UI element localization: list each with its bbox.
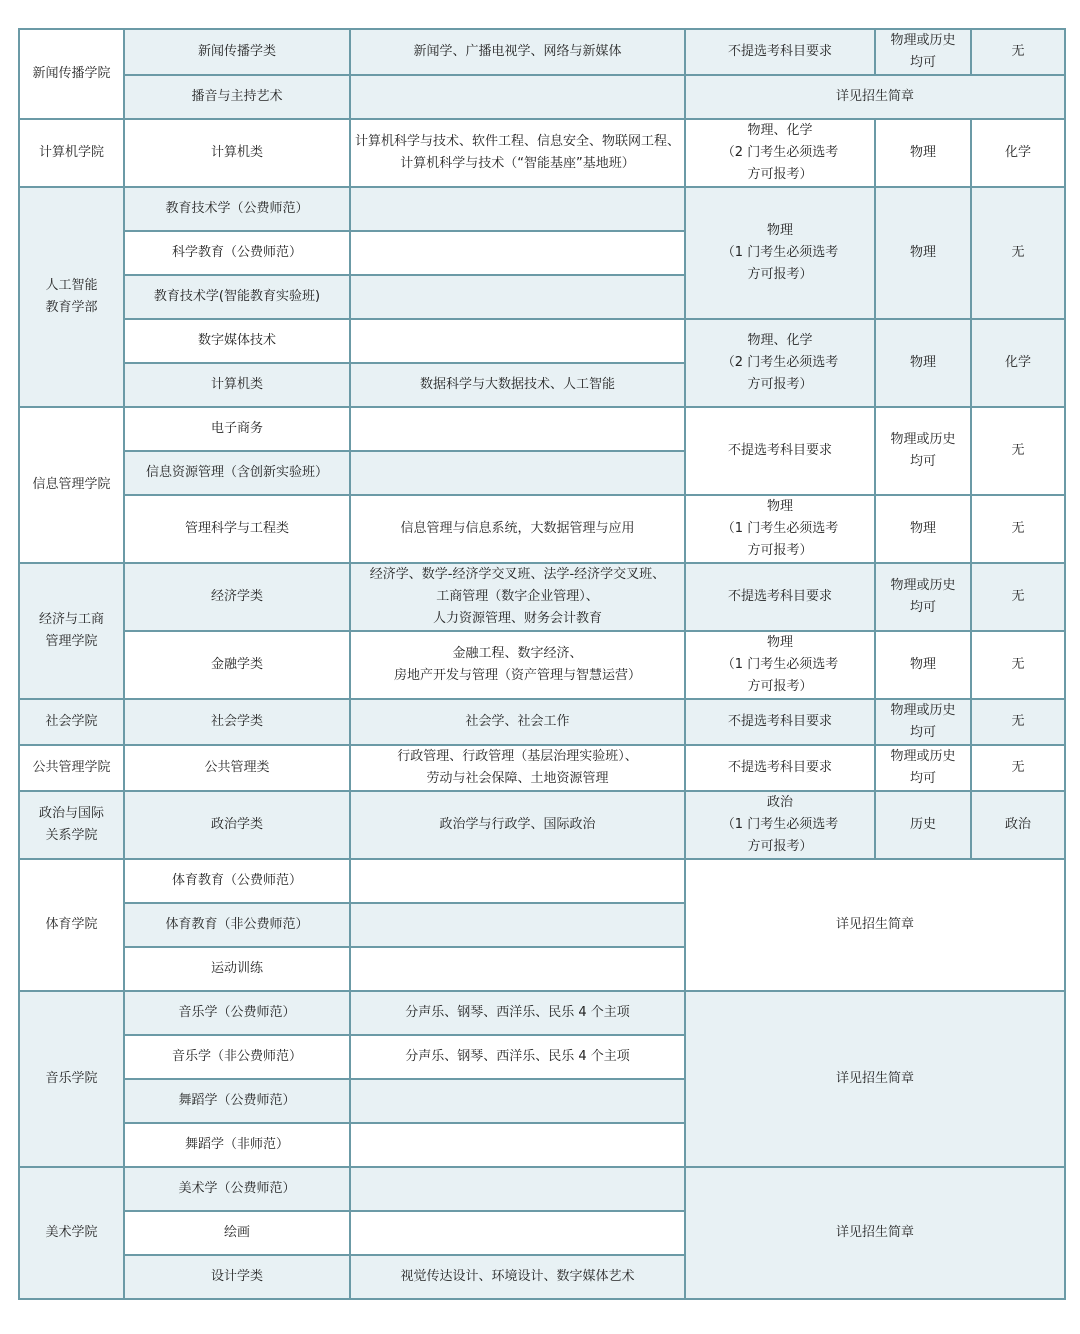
cell-text-line: 经济学类 xyxy=(210,589,263,604)
first-subject-cell xyxy=(875,187,971,319)
cell-text-line: 社会学类 xyxy=(210,714,263,729)
cell-text-line: 物理 xyxy=(766,635,793,650)
directions-cell xyxy=(350,231,685,275)
admission-table xyxy=(18,28,1066,1300)
major-cell xyxy=(124,363,350,407)
major-cell xyxy=(124,1211,350,1255)
first-subject-cell xyxy=(875,699,971,745)
college-cell xyxy=(19,407,124,563)
major-cell xyxy=(124,745,350,791)
subject-requirement-cell xyxy=(685,745,875,791)
cell-text-line: 均可 xyxy=(909,454,936,469)
cell-text-line: 物理 xyxy=(766,223,793,238)
major-cell xyxy=(124,947,350,991)
cell-text-line: 方可报考） xyxy=(747,167,813,182)
directions-cell xyxy=(350,1167,685,1211)
cell-text-line: 政治 xyxy=(1004,817,1031,832)
cell-text-line: 不提选考科目要求 xyxy=(727,589,832,604)
table-row xyxy=(19,563,1065,631)
directions-cell xyxy=(350,859,685,903)
directions-cell xyxy=(350,991,685,1035)
directions-cell xyxy=(350,275,685,319)
first-subject-cell xyxy=(875,29,971,75)
cell-text-line: 物理或历史 xyxy=(890,33,956,48)
cell-text-line: 分声乐、钢琴、西洋乐、民乐 4 个主项 xyxy=(405,1005,630,1020)
cell-text-line: 物理 xyxy=(909,355,936,370)
cell-text-line: 无 xyxy=(1011,714,1025,729)
directions-cell xyxy=(350,119,685,187)
cell-text-line: 教育技术学(智能教育实验班) xyxy=(153,289,321,304)
cell-text-line: 计算机类 xyxy=(210,145,263,160)
second-subject-cell xyxy=(971,699,1065,745)
subject-requirement-cell xyxy=(685,407,875,495)
cell-text-line: 无 xyxy=(1011,760,1025,775)
college-cell xyxy=(19,29,124,119)
major-cell xyxy=(124,451,350,495)
cell-text-line: 政治学与行政学、国际政治 xyxy=(439,817,596,832)
cell-text-line: 无 xyxy=(1011,245,1025,260)
major-cell xyxy=(124,319,350,363)
cell-text-line: 详见招生简章 xyxy=(835,1071,914,1086)
directions-cell xyxy=(350,29,685,75)
cell-text-line: 无 xyxy=(1011,521,1025,536)
table-row xyxy=(19,699,1065,745)
directions-cell xyxy=(350,1123,685,1167)
cell-text-line: 详见招生简章 xyxy=(835,1225,914,1240)
cell-text-line: 无 xyxy=(1011,589,1025,604)
major-cell xyxy=(124,407,350,451)
second-subject-cell xyxy=(971,631,1065,699)
cell-text-line: 物理或历史 xyxy=(890,578,956,593)
cell-text-line: 运动训练 xyxy=(210,961,263,976)
major-cell xyxy=(124,791,350,859)
cell-text-line: 新闻传播学类 xyxy=(197,44,276,59)
table-row xyxy=(19,187,1065,231)
directions-cell xyxy=(350,319,685,363)
cell-text-line: 物理、化学 xyxy=(747,333,813,348)
cell-text-line: 人工智能 xyxy=(45,278,98,293)
cell-text-line: 计算机类 xyxy=(210,377,263,392)
cell-text-line: （1 门考生必须选考 xyxy=(721,521,839,536)
directions-cell xyxy=(350,1211,685,1255)
cell-text-line: 不提选考科目要求 xyxy=(727,760,832,775)
table-row xyxy=(19,859,1065,903)
subject-requirement-cell xyxy=(685,495,875,563)
cell-text-line: 无 xyxy=(1011,443,1025,458)
first-subject-cell xyxy=(875,495,971,563)
table-row xyxy=(19,631,1065,699)
major-cell xyxy=(124,231,350,275)
cell-text-line: 物理或历史 xyxy=(890,749,956,764)
cell-text-line: 体育学院 xyxy=(45,917,98,932)
cell-text-line: 政治 xyxy=(766,795,793,810)
cell-text-line: 物理 xyxy=(909,521,936,536)
cell-text-line: 数据科学与大数据技术、人工智能 xyxy=(419,377,615,392)
cell-text-line: 公共管理学院 xyxy=(32,760,111,775)
cell-text-line: 音乐学（非公费师范） xyxy=(171,1049,302,1064)
subject-requirement-cell xyxy=(685,859,1065,991)
subject-requirement-cell xyxy=(685,699,875,745)
second-subject-cell xyxy=(971,187,1065,319)
cell-text-line: 均可 xyxy=(909,55,936,70)
cell-text-line: 工商管理（数字企业管理）、 xyxy=(436,589,599,604)
cell-text-line: 不提选考科目要求 xyxy=(727,714,832,729)
cell-text-line: 化学 xyxy=(1004,355,1031,370)
table-row xyxy=(19,1167,1065,1211)
cell-text-line: 方可报考） xyxy=(747,377,813,392)
college-cell xyxy=(19,563,124,699)
major-cell xyxy=(124,631,350,699)
cell-text-line: 新闻传播学院 xyxy=(32,66,111,81)
cell-text-line: 计算机学院 xyxy=(38,145,104,160)
subject-requirement-cell xyxy=(685,187,875,319)
cell-text-line: 均可 xyxy=(909,600,936,615)
college-cell xyxy=(19,991,124,1167)
cell-text-line: 计算机科学与技术、软件工程、信息安全、物联网工程、 xyxy=(355,134,681,149)
major-cell xyxy=(124,1079,350,1123)
cell-text-line: 社会学、社会工作 xyxy=(465,714,570,729)
cell-text-line: 物理 xyxy=(766,499,793,514)
cell-text-line: 方可报考） xyxy=(747,679,813,694)
cell-text-line: 方可报考） xyxy=(747,839,813,854)
cell-text-line: （1 门考生必须选考 xyxy=(721,817,839,832)
directions-cell xyxy=(350,407,685,451)
college-cell xyxy=(19,791,124,859)
major-cell xyxy=(124,1035,350,1079)
second-subject-cell xyxy=(971,119,1065,187)
directions-cell xyxy=(350,745,685,791)
cell-text-line: 房地产开发与管理（资产管理与智慧运营） xyxy=(393,668,641,683)
cell-text-line: 物理 xyxy=(909,657,936,672)
cell-text-line: 详见招生简章 xyxy=(835,89,914,104)
cell-text-line: 教育学部 xyxy=(45,300,98,315)
major-cell xyxy=(124,1123,350,1167)
cell-text-line: 无 xyxy=(1011,657,1025,672)
cell-text-line: 音乐学（公费师范） xyxy=(178,1005,296,1020)
admission-table-body xyxy=(19,29,1065,1299)
major-cell xyxy=(124,1255,350,1299)
cell-text-line: 信息资源管理（含创新实验班） xyxy=(145,465,328,480)
table-row xyxy=(19,29,1065,75)
table-row xyxy=(19,319,1065,363)
major-cell xyxy=(124,699,350,745)
second-subject-cell xyxy=(971,563,1065,631)
cell-text-line: 舞蹈学（非师范） xyxy=(184,1137,289,1152)
second-subject-cell xyxy=(971,29,1065,75)
cell-text-line: 政治与国际 xyxy=(38,806,104,821)
cell-text-line: 方可报考） xyxy=(747,543,813,558)
cell-text-line: 分声乐、钢琴、西洋乐、民乐 4 个主项 xyxy=(405,1049,630,1064)
cell-text-line: 均可 xyxy=(909,771,936,786)
cell-text-line: 无 xyxy=(1011,44,1025,59)
cell-text-line: 数字媒体技术 xyxy=(197,333,276,348)
cell-text-line: 金融学类 xyxy=(210,657,263,672)
directions-cell xyxy=(350,699,685,745)
cell-text-line: 视觉传达设计、环境设计、数字媒体艺术 xyxy=(400,1269,635,1284)
major-cell xyxy=(124,187,350,231)
first-subject-cell xyxy=(875,563,971,631)
directions-cell xyxy=(350,363,685,407)
college-cell xyxy=(19,859,124,991)
college-cell xyxy=(19,699,124,745)
cell-text-line: （2 门考生必须选考 xyxy=(721,145,839,160)
cell-text-line: 劳动与社会保障、土地资源管理 xyxy=(426,771,609,786)
cell-text-line: 物理或历史 xyxy=(890,432,956,447)
directions-cell xyxy=(350,1035,685,1079)
cell-text-line: 物理、化学 xyxy=(747,123,813,138)
subject-requirement-cell xyxy=(685,1167,1065,1299)
cell-text-line: 电子商务 xyxy=(210,421,263,436)
cell-text-line: 信息管理与信息系统，大数据管理与应用 xyxy=(400,521,635,536)
second-subject-cell xyxy=(971,319,1065,407)
cell-text-line: 音乐学院 xyxy=(45,1071,98,1086)
cell-text-line: 金融工程、数字经济、 xyxy=(452,646,583,661)
first-subject-cell xyxy=(875,631,971,699)
cell-text-line: 不提选考科目要求 xyxy=(727,443,832,458)
cell-text-line: 社会学院 xyxy=(45,714,98,729)
cell-text-line: 信息管理学院 xyxy=(32,477,111,492)
cell-text-line: 行政管理、行政管理（基层治理实验班）、 xyxy=(397,749,638,764)
cell-text-line: 物理 xyxy=(909,145,936,160)
directions-cell xyxy=(350,495,685,563)
cell-text-line: 物理或历史 xyxy=(890,703,956,718)
major-cell xyxy=(124,275,350,319)
first-subject-cell xyxy=(875,319,971,407)
cell-text-line: 人力资源管理、财务会计教育 xyxy=(432,611,602,626)
major-cell xyxy=(124,29,350,75)
cell-text-line: （1 门考生必须选考 xyxy=(721,245,839,260)
cell-text-line: 经济学、数学-经济学交叉班、法学-经济学交叉班、 xyxy=(369,567,666,582)
subject-requirement-cell xyxy=(685,319,875,407)
table-row xyxy=(19,75,1065,119)
major-cell xyxy=(124,903,350,947)
cell-text-line: 计算机科学与技术（“智能基座”基地班） xyxy=(400,156,635,171)
table-row xyxy=(19,791,1065,859)
second-subject-cell xyxy=(971,791,1065,859)
college-cell xyxy=(19,187,124,407)
table-row xyxy=(19,991,1065,1035)
subject-requirement-cell xyxy=(685,991,1065,1167)
major-cell xyxy=(124,563,350,631)
first-subject-cell xyxy=(875,791,971,859)
cell-text-line: （2 门考生必须选考 xyxy=(721,355,839,370)
cell-text-line: 新闻学、广播电视学、网络与新媒体 xyxy=(413,44,622,59)
major-cell xyxy=(124,859,350,903)
table-row xyxy=(19,407,1065,451)
second-subject-cell xyxy=(971,745,1065,791)
table-row xyxy=(19,119,1065,187)
directions-cell xyxy=(350,187,685,231)
directions-cell xyxy=(350,903,685,947)
college-cell xyxy=(19,119,124,187)
cell-text-line: 公共管理类 xyxy=(204,760,270,775)
cell-text-line: 设计学类 xyxy=(210,1269,263,1284)
subject-requirement-cell xyxy=(685,563,875,631)
directions-cell xyxy=(350,563,685,631)
cell-text-line: 美术学（公费师范） xyxy=(178,1181,296,1196)
cell-text-line: 政治学类 xyxy=(210,817,263,832)
cell-text-line: 管理科学与工程类 xyxy=(184,521,289,536)
table-row xyxy=(19,495,1065,563)
directions-cell xyxy=(350,451,685,495)
cell-text-line: 详见招生简章 xyxy=(835,917,914,932)
cell-text-line: 科学教育（公费师范） xyxy=(171,245,302,260)
directions-cell xyxy=(350,631,685,699)
second-subject-cell xyxy=(971,495,1065,563)
directions-cell xyxy=(350,1255,685,1299)
cell-text-line: 体育教育（公费师范） xyxy=(171,873,302,888)
cell-text-line: 经济与工商 xyxy=(38,612,104,627)
major-cell xyxy=(124,991,350,1035)
college-cell xyxy=(19,1167,124,1299)
directions-cell xyxy=(350,1079,685,1123)
first-subject-cell xyxy=(875,745,971,791)
major-cell xyxy=(124,119,350,187)
cell-text-line: 绘画 xyxy=(223,1225,250,1240)
directions-cell xyxy=(350,791,685,859)
cell-text-line: 播音与主持艺术 xyxy=(191,89,283,104)
directions-cell xyxy=(350,75,685,119)
subject-requirement-cell xyxy=(685,75,1065,119)
cell-text-line: （1 门考生必须选考 xyxy=(721,657,839,672)
cell-text-line: 体育教育（非公费师范） xyxy=(165,917,309,932)
cell-text-line: 舞蹈学（公费师范） xyxy=(178,1093,296,1108)
cell-text-line: 不提选考科目要求 xyxy=(727,44,832,59)
cell-text-line: 物理 xyxy=(909,245,936,260)
major-cell xyxy=(124,75,350,119)
cell-text-line: 历史 xyxy=(909,817,936,832)
major-cell xyxy=(124,495,350,563)
cell-text-line: 方可报考） xyxy=(747,267,813,282)
first-subject-cell xyxy=(875,119,971,187)
cell-text-line: 管理学院 xyxy=(45,634,98,649)
subject-requirement-cell xyxy=(685,29,875,75)
subject-requirement-cell xyxy=(685,631,875,699)
subject-requirement-cell xyxy=(685,791,875,859)
cell-text-line: 教育技术学（公费师范） xyxy=(165,201,309,216)
college-cell xyxy=(19,745,124,791)
major-cell xyxy=(124,1167,350,1211)
cell-text-line: 均可 xyxy=(909,725,936,740)
cell-text-line: 美术学院 xyxy=(45,1225,98,1240)
second-subject-cell xyxy=(971,407,1065,495)
cell-text-line: 关系学院 xyxy=(45,828,98,843)
table-row xyxy=(19,745,1065,791)
directions-cell xyxy=(350,947,685,991)
first-subject-cell xyxy=(875,407,971,495)
subject-requirement-cell xyxy=(685,119,875,187)
cell-text-line: 化学 xyxy=(1004,145,1031,160)
